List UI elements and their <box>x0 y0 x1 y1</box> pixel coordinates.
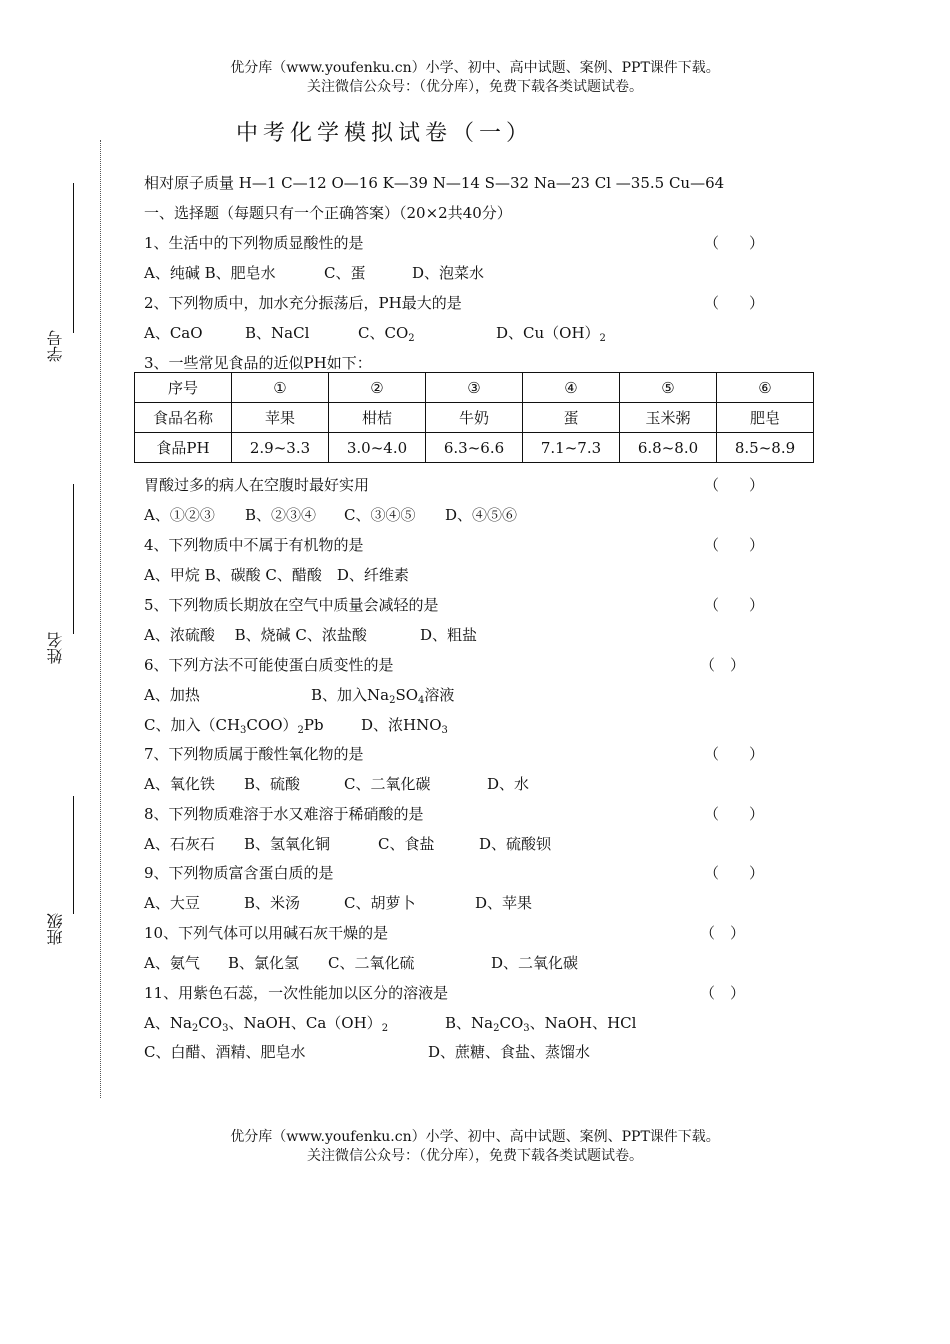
name-label: 姓名 <box>46 632 65 664</box>
q8-option-b: B、氢氧化铜 <box>244 835 331 853</box>
table-cell: 蛋 <box>523 403 620 433</box>
q8-option-a: A、石灰石 <box>144 835 215 853</box>
q11-option-b: B、$Na_2CO_3$、NaOH、HCl <box>445 1014 637 1034</box>
q3-option-b: B、②③④ <box>245 506 317 524</box>
q7-option-a: A、氧化铁 <box>144 775 215 793</box>
q11-answer-blank[interactable]: （ ） <box>700 984 746 1002</box>
table-row <box>135 433 814 463</box>
q6-option-c: C、加入$(CH_3COO)_2Pb$ <box>144 716 324 736</box>
q9-option-d: D、苹果 <box>475 894 533 912</box>
q1-answer-blank[interactable]: （ ） <box>704 234 765 252</box>
q5-option-d: D、粗盐 <box>420 626 478 644</box>
q11-option-a: A、$Na_2CO_3$、NaOH、$Ca(OH)_2$ <box>144 1014 389 1034</box>
q7-option-d: D、水 <box>487 775 530 793</box>
atomic-mass-line: 相对原子质量 H—1 C—12 O—16 K—39 N—14 S—32 Na—23 Cl —35.5 Cu—64 <box>144 174 725 192</box>
q9-answer-blank[interactable]: （ ） <box>704 864 765 882</box>
q1-option-ab: A、纯碱 B、肥皂水 <box>144 264 276 282</box>
q4-answer-blank[interactable]: （ ） <box>704 536 765 554</box>
q5-options-abc: A、浓硫酸 B、烧碱 C、浓盐酸 <box>144 626 367 644</box>
table-cell: ⑤ <box>620 373 717 403</box>
table-cell: 2.9~3.3 <box>232 433 329 463</box>
q11-option-d: D、蔗糖、食盐、蒸馏水 <box>428 1043 591 1061</box>
q3-stem: 3、一些常见食品的近似PH如下： <box>144 354 372 372</box>
name-blank <box>73 484 74 634</box>
class-blank <box>73 796 74 914</box>
q5-stem: 5、下列物质长期放在空气中质量会减轻的是 <box>144 596 439 614</box>
q9-stem: 9、下列物质富含蛋白质的是 <box>144 864 334 882</box>
q10-option-c: C、二氧化硫 <box>328 954 415 972</box>
q6-option-a: A、加热 <box>144 686 200 704</box>
q2-option-d: D、$Cu(OH)_2$ <box>496 324 606 344</box>
header-line-2: 关注微信公众号：（优分库），免费下载各类试题试卷。 <box>307 79 643 95</box>
table-cell: 8.5~8.9 <box>717 433 814 463</box>
table-cell: ⑥ <box>717 373 814 403</box>
table-cell: ③ <box>426 373 523 403</box>
q10-stem: 10、下列气体可以用碱石灰干燥的是 <box>144 924 389 942</box>
table-cell: 柑桔 <box>329 403 426 433</box>
q8-stem: 8、下列物质难溶于水又难溶于稀硝酸的是 <box>144 805 424 823</box>
q6-stem: 6、下列方法不可能使蛋白质变性的是 <box>144 656 394 674</box>
table-header-cell: 食品PH <box>135 433 232 463</box>
table-header-cell: 食品名称 <box>135 403 232 433</box>
q2-option-c: C、$CO_2$ <box>358 324 415 344</box>
q7-stem: 7、下列物质属于酸性氧化物的是 <box>144 745 364 763</box>
table-cell: 3.0~4.0 <box>329 433 426 463</box>
footer-line-1: 优分库（www.youfenku.cn）小学、初中、高中试题、案例、PPT课件下载。 <box>230 1129 720 1145</box>
table-cell: 苹果 <box>232 403 329 433</box>
footer-line-2: 关注微信公众号：（优分库），免费下载各类试题试卷。 <box>307 1148 643 1164</box>
q2-option-a: A、CaO <box>144 324 203 342</box>
header-line-1: 优分库（www.youfenku.cn）小学、初中、高中试题、案例、PPT课件下载。 <box>230 60 720 76</box>
table-cell: 肥皂 <box>717 403 814 433</box>
q1-option-d: D、泡菜水 <box>412 264 485 282</box>
q8-option-d: D、硫酸钡 <box>479 835 552 853</box>
q4-options: A、甲烷 B、碳酸 C、醋酸 D、纤维素 <box>144 566 409 584</box>
table-cell: ④ <box>523 373 620 403</box>
q9-option-a: A、大豆 <box>144 894 200 912</box>
q11-option-c: C、白醋、酒精、肥皂水 <box>144 1043 306 1061</box>
student-no-label: 学号 <box>46 330 65 362</box>
table-cell: 7.1~7.3 <box>523 433 620 463</box>
q5-answer-blank[interactable]: （ ） <box>704 596 765 614</box>
q4-stem: 4、下列物质中不属于有机物的是 <box>144 536 364 554</box>
q9-option-b: B、米汤 <box>244 894 301 912</box>
binding-dotted-line <box>100 140 101 1098</box>
q2-stem: 2、下列物质中，加水充分振荡后，PH最大的是 <box>144 294 462 312</box>
q3-option-c: C、③④⑤ <box>344 506 416 524</box>
q3-follow-up: 胃酸过多的病人在空腹时最好实用 <box>144 476 370 494</box>
table-cell: ② <box>329 373 426 403</box>
section-heading: 一、选择题（每题只有一个正确答案）（20×2共40分） <box>144 204 512 222</box>
q1-option-c: C、蛋 <box>324 264 366 282</box>
table-cell: ① <box>232 373 329 403</box>
ph-table <box>134 372 814 463</box>
class-label: 班级 <box>46 913 65 945</box>
q7-option-b: B、硫酸 <box>244 775 301 793</box>
student-no-blank <box>73 183 74 333</box>
q6-answer-blank[interactable]: （ ） <box>700 656 746 674</box>
q10-option-d: D、二氧化碳 <box>491 954 579 972</box>
table-cell: 6.3~6.6 <box>426 433 523 463</box>
q3-answer-blank[interactable]: （ ） <box>704 476 765 494</box>
q1-stem: 1、生活中的下列物质显酸性的是 <box>144 234 364 252</box>
q8-option-c: C、食盐 <box>378 835 435 853</box>
q10-option-b: B、氯化氢 <box>228 954 300 972</box>
q8-answer-blank[interactable]: （ ） <box>704 805 765 823</box>
q7-answer-blank[interactable]: （ ） <box>704 745 765 763</box>
q9-option-c: C、胡萝卜 <box>344 894 416 912</box>
page-title: 中考化学模拟试卷（一） <box>236 121 534 146</box>
table-header-cell: 序号 <box>135 373 232 403</box>
table-cell: 牛奶 <box>426 403 523 433</box>
q11-stem: 11、用紫色石蕊，一次性能加以区分的溶液是 <box>144 984 449 1002</box>
q10-answer-blank[interactable]: （ ） <box>700 924 746 942</box>
table-row <box>135 403 814 433</box>
q6-option-d: D、浓$HNO_3$ <box>361 716 448 736</box>
table-row <box>135 373 814 403</box>
q2-option-b: B、NaCl <box>245 324 310 342</box>
table-cell: 玉米粥 <box>620 403 717 433</box>
q3-option-a: A、①②③ <box>144 506 215 524</box>
q6-option-b: B、加入$Na_2SO_4$溶液 <box>311 686 455 706</box>
q3-option-d: D、④⑤⑥ <box>445 506 518 524</box>
table-cell: 6.8~8.0 <box>620 433 717 463</box>
q10-option-a: A、氨气 <box>144 954 200 972</box>
q7-option-c: C、二氧化碳 <box>344 775 431 793</box>
q2-answer-blank[interactable]: （ ） <box>704 294 765 312</box>
